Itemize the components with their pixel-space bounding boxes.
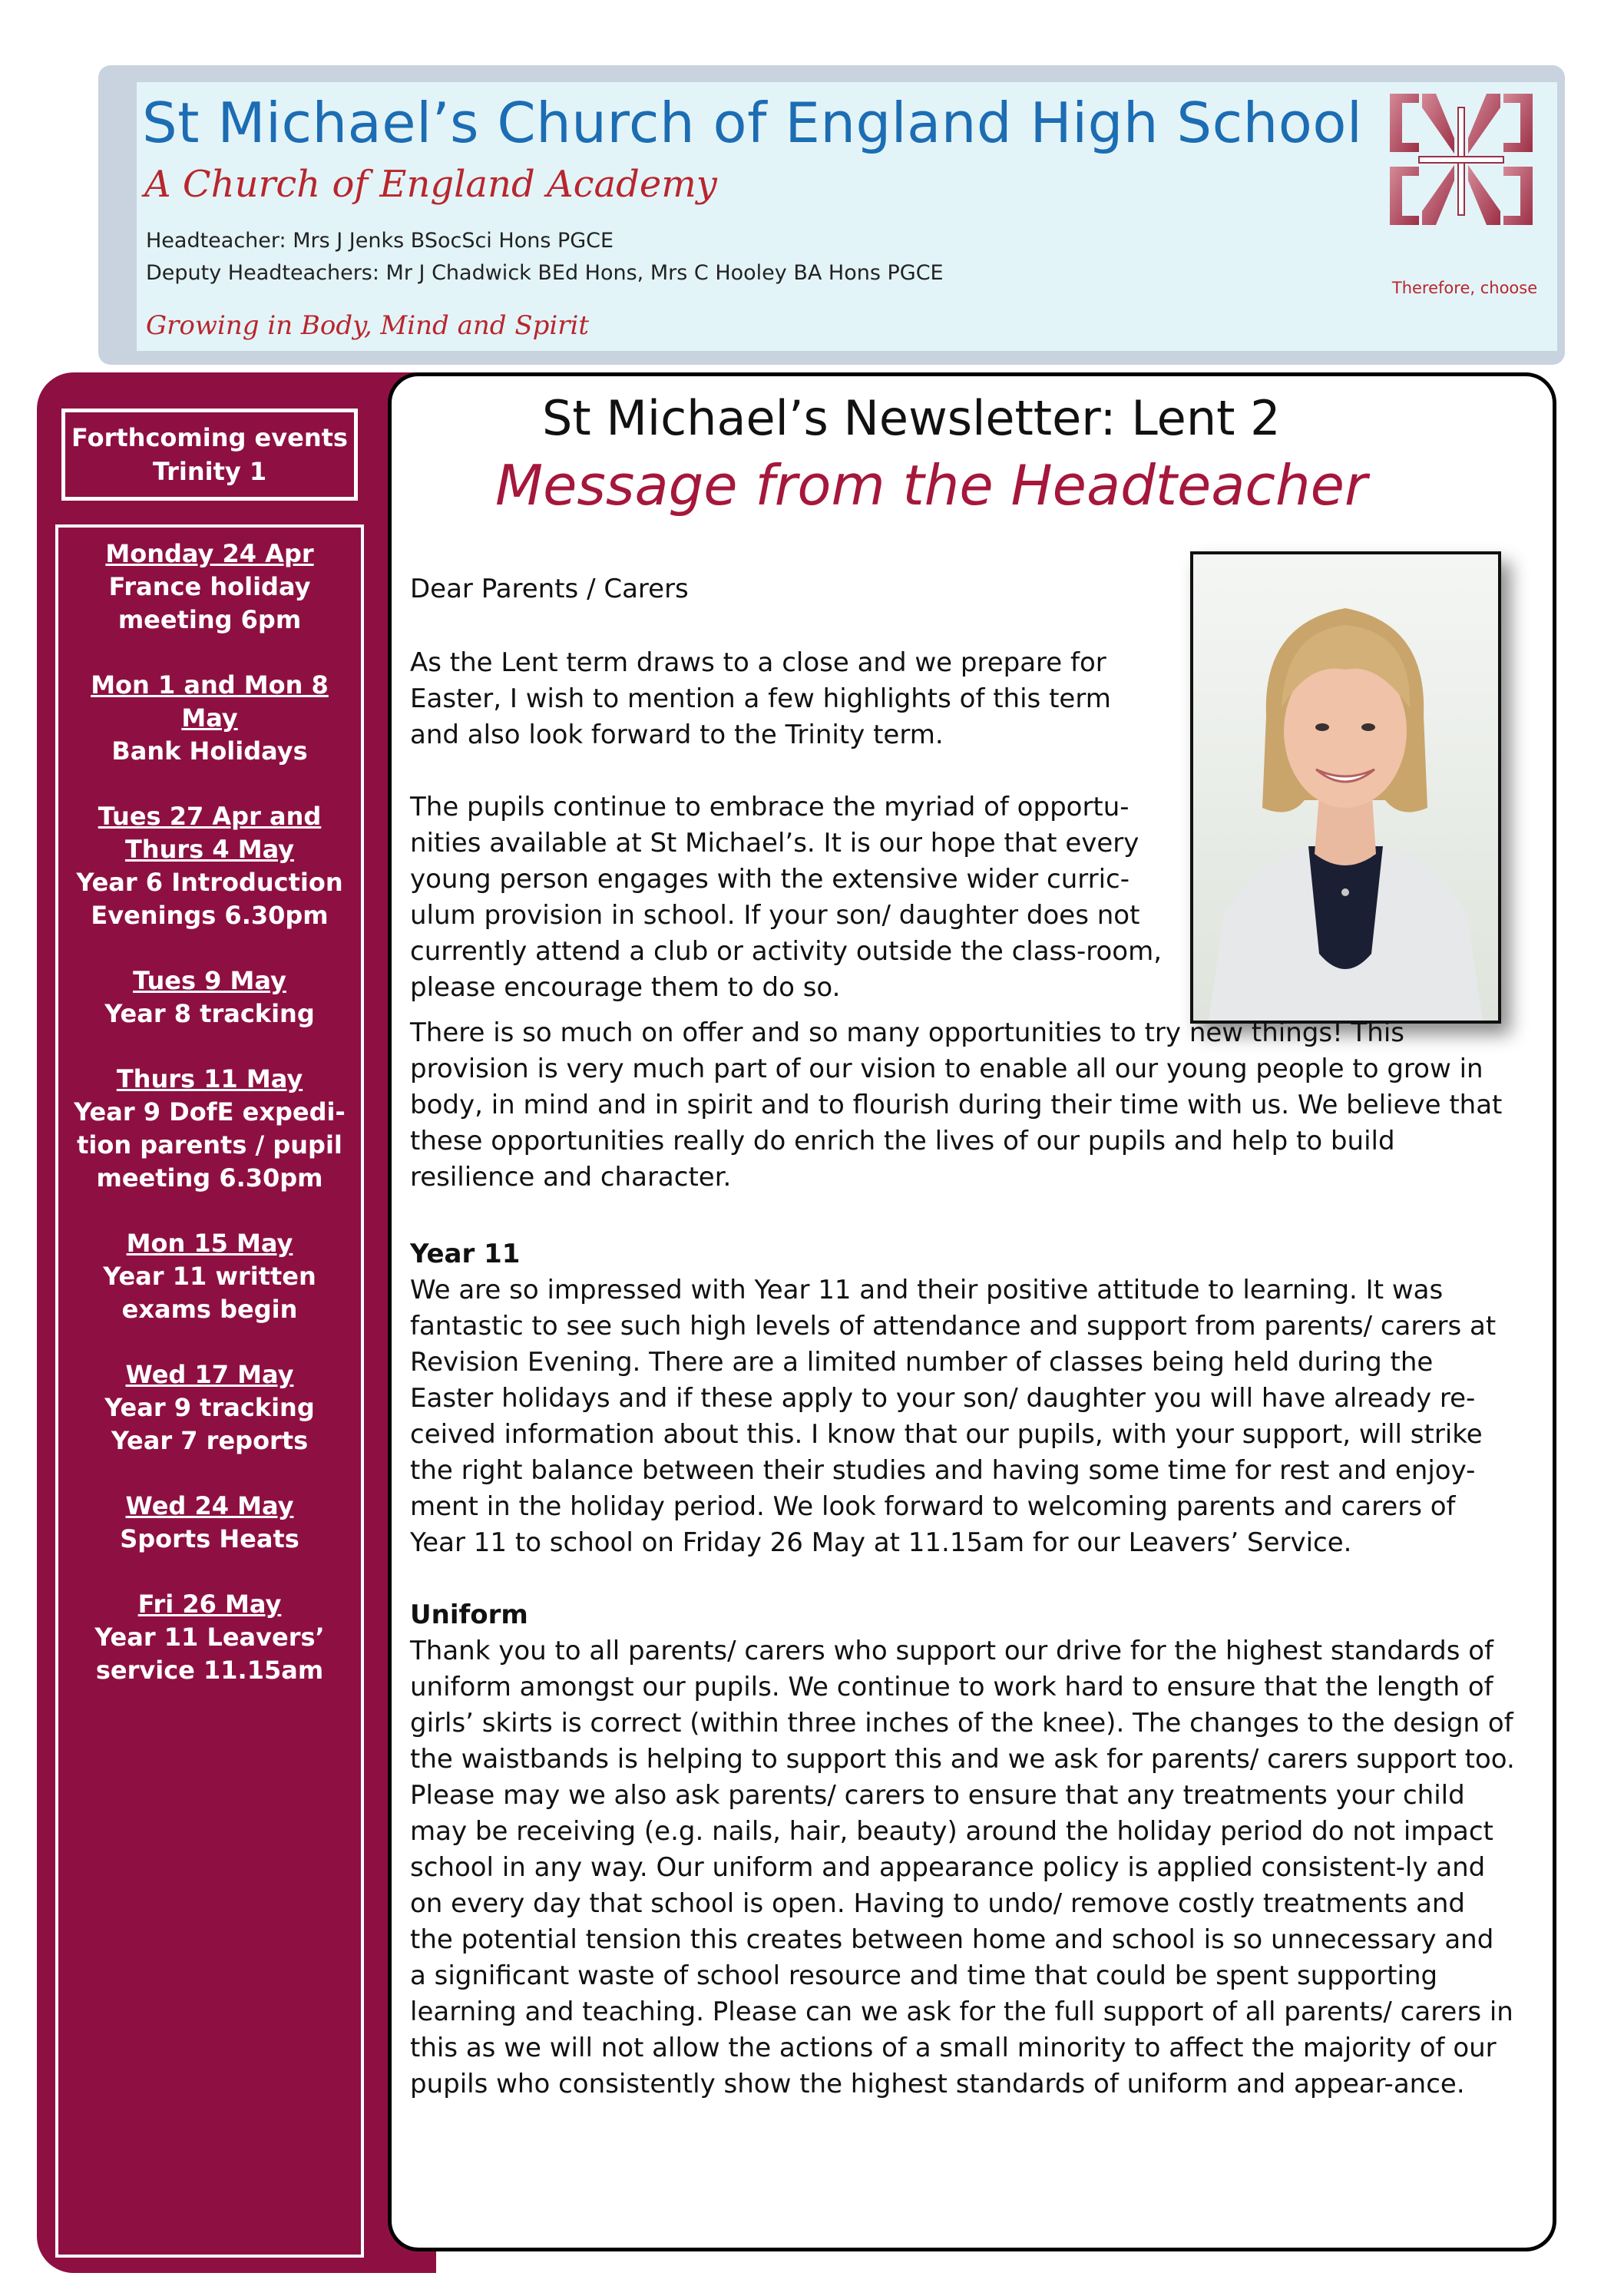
opportunities-paragraph: The pupils continue to embrace the myriad of opportu-nities available at St Michael’s. It is our hope that every young person engages with the extensive wider curric-ulum provision in school. If your son/ daughter does not currently attend a club or activity outside the class-room, please encourage them to do so.: [410, 792, 1163, 1003]
event-item: [58, 1063, 361, 1195]
event-item: [58, 1588, 361, 1687]
headteacher-photo: [1190, 551, 1501, 1024]
event-description: Year 6 Introduction Evenings 6.30pm: [76, 868, 343, 930]
event-date: Tues 27 Apr and Thurs 4 May: [98, 802, 322, 864]
event-description: Bank Holidays: [111, 736, 308, 766]
event-description: Year 11 written exams begin: [103, 1262, 316, 1324]
event-description: France holiday meeting 6pm: [108, 572, 311, 634]
event-item: [58, 538, 361, 637]
year11-paragraph: We are so impressed with Year 11 and their positive attitude to learning. It was fantastic to see such high levels of attendance and support from parents/ carers at Revision Evening. There are a limited number of classes being held during the Easter holidays and if these apply to your son/ daughter you will have already re-ceived information about this. I know that our pupils, with your support, will strike the right balance between their studies and having some time for rest and enjoy-ment in the holiday period. We look forward to welcoming parents and carers of Year 11 to school on Friday 26 May at 11.15am for our Leavers’ Service.: [410, 1275, 1497, 1558]
event-date: Fri 26 May: [137, 1590, 282, 1619]
school-name: St Michael’s Church of England High School: [142, 91, 1363, 155]
academy-line: A Church of England Academy: [144, 163, 717, 206]
events-sidebar-title: [61, 409, 358, 501]
event-description: Year 8 tracking: [104, 999, 315, 1028]
intro-paragraph: As the Lent term draws to a close and we prepare for Easter, I wish to mention a few highlights of this term and also look forward to the Trinity term.: [410, 647, 1111, 750]
school-motto: Growing in Body, Mind and Spirit: [146, 310, 590, 341]
event-description: Year 9 tracking: [104, 1393, 315, 1422]
newsletter-subtitle: Message from the Headteacher: [495, 453, 1368, 518]
headteacher-line: Headteacher: Mrs J Jenks BSocSci Hons PGCE: [146, 229, 614, 253]
salutation: Dear Parents / Carers: [410, 574, 689, 604]
logo-tagline: Therefore, choose: [1391, 279, 1538, 297]
event-item: [58, 1490, 361, 1556]
events-title-line1: Forthcoming events: [71, 423, 348, 452]
events-list: [58, 538, 361, 1719]
event-date: Thurs 11 May: [116, 1064, 303, 1093]
event-date: Wed 24 May: [125, 1491, 294, 1520]
provision-paragraph: There is so much on offer and so many opportunities to try new things! This provision is very much part of our vision to enable all our young people to grow in body, in mind and in spirit and to flourish during their time with us. We believe that these opportunities really do enrich the lives of our pupils and help to build resilience and character.: [410, 1017, 1503, 1193]
event-date: Tues 9 May: [133, 966, 286, 995]
deputy-headteachers-line: Deputy Headteachers: Mr J Chadwick BEd Hons, Mrs C Hooley BA Hons PGCE: [146, 261, 944, 285]
uniform-heading: Uniform: [410, 1600, 528, 1630]
event-item: [58, 669, 361, 768]
event-item: [58, 800, 361, 932]
uniform-paragraph: Thank you to all parents/ carers who support our drive for the highest standards of uniform amongst our pupils. We continue to work hard to ensure that the length of girls’ skirts is correct (within three inches of the knee). The changes to the design of the waistbands is helping to support this and we ask for parents/ carers support too. Please may we also ask parents/ carers to ensure that any treatments your child may be receiving (e.g. nails, hair, beauty) around the holiday period do not impact school in any way. Our uniform and appearance policy is applied consistent-ly and on every day that school is open. Having to undo/ remove costly treatments and the potential tension this creates between home and school is so unnecessary and a significant waste of school resource and time that could be spent supporting learning and teaching. Please can we ask for the full support of all parents/ carers in this as we will not allow the actions of a small minority to affect the majority of our pupils who consistently show the highest standards of uniform and appear-ance.: [410, 1636, 1515, 2099]
event-date: Mon 15 May: [126, 1229, 293, 1258]
event-description: Year 7 reports: [111, 1426, 309, 1455]
year11-heading: Year 11: [410, 1239, 521, 1269]
event-date: Monday 24 Apr: [105, 539, 314, 568]
event-item: [58, 1227, 361, 1326]
event-date: Mon 1 and Mon 8 May: [91, 670, 329, 733]
event-item: [58, 1358, 361, 1457]
event-date: Wed 17 May: [125, 1360, 294, 1389]
school-crest-icon: [1388, 92, 1534, 227]
event-description: Sports Heats: [120, 1524, 299, 1553]
events-title-line2: Trinity 1: [152, 457, 267, 486]
newsletter-title: St Michael’s Newsletter: Lent 2: [542, 390, 1281, 446]
event-item: [58, 964, 361, 1031]
event-description: Year 11 Leavers’ service 11.15am: [94, 1623, 325, 1685]
event-description: Year 9 DofE expedi-tion parents / pupil meeting 6.30pm: [74, 1097, 346, 1193]
